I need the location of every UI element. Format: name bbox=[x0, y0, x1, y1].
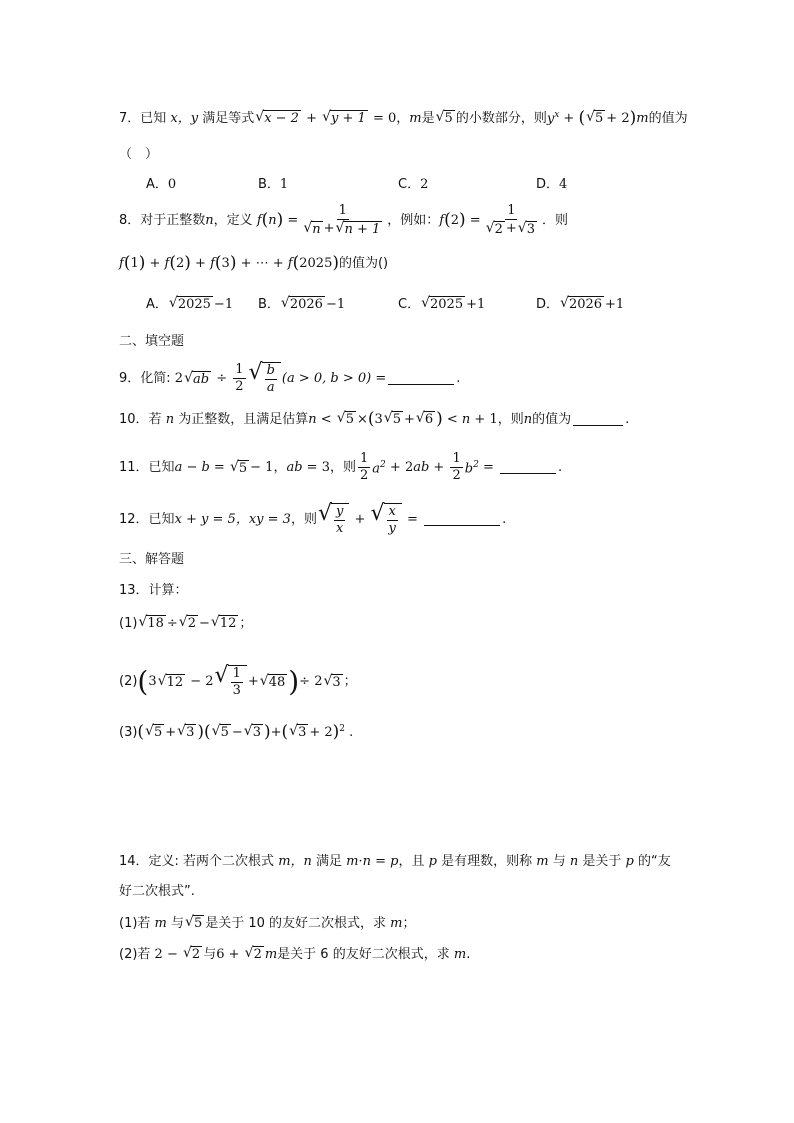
q13-part-3: (3) ( √ 5 + √ 3 ) ( √ 5 − √ 3 ) + ( √ 3 + 2 ) $^2$ . bbox=[119, 722, 354, 742]
question-12-line: 12． 已知 x + y = 5，xy = 3 ，则 √ $\frac{y}{x}$ + √ $\frac{x}{y}$ = . bbox=[119, 501, 507, 537]
question-11-line: 11． 已知 a − b = √ 5 − 1 ， ab = 3 ，则 $\frac{1}{2}$ $a^2$ + 2 ab + $\frac{1}{2}$ $b^2$ = . bbox=[119, 451, 563, 484]
sqrt-expr: √ y + 1 bbox=[322, 109, 366, 127]
q8-option-b: B． √ 2026 −1 bbox=[258, 295, 346, 312]
fraction: 1 √ n + √ n + 1 bbox=[303, 203, 381, 238]
question-10-line: 10． 若 n 为正整数，且满足估算 n < √ 5 × ( 3 √ 5 + √ 6 ) < n + 1 ，则 n 的值为 . bbox=[119, 409, 630, 429]
q7-option-c: C． 2 bbox=[398, 177, 429, 192]
q7-options bbox=[146, 178, 666, 191]
question-13-title: 13． 计算： bbox=[119, 583, 188, 598]
sqrt-expr: √ x − 2 bbox=[255, 109, 299, 127]
q9-answer-blank[interactable] bbox=[388, 372, 454, 385]
section-fill-in: 二、填空题 bbox=[119, 334, 185, 349]
q7-answer-paren: （ ） bbox=[119, 147, 159, 162]
question-14-line: 14． 定义: 若两个二次根式 m，n 满足 m·n = p ，且 p 是有理数，则称 m 与 n 是关于 p 的“友 bbox=[119, 854, 671, 869]
fraction: 1 √ 2 + √ 3 bbox=[485, 203, 535, 238]
q8-option-d: D． √ 2026 +1 bbox=[536, 295, 625, 312]
question-9-line: 9． 化简: 2 √ ab ÷ $\frac{1}{2}$ √ $\frac{b}{a}$ (a > 0, b > 0) = . bbox=[119, 360, 461, 396]
q8-option-a: A． √ 2025 −1 bbox=[146, 295, 234, 312]
q7-number: 7． bbox=[119, 111, 141, 126]
q8-option-c: C． √ 2025 +1 bbox=[398, 295, 486, 312]
q14-part-2: (2)若 2 − √ 2 与 6 + √ 2 m 是关于 6 的友好二次根式，求 m . bbox=[119, 945, 471, 962]
q8-options bbox=[146, 296, 666, 312]
question-7-line: 7． 已知 x，y 满足等式 √ x − 2 + √ y + 1 = 0 ， m 是 √ 5 的小数部分，则 $y^x$ + ( √ 5 + 2 ) m 的值为 bbox=[119, 108, 688, 128]
q7-option-b: B． 1 bbox=[258, 177, 289, 192]
q13-part-2: (2) ( 3 √ 12 − 2 √ $\frac{1}{3}$ + √ 48 ) ÷ 2 √ 3 ； bbox=[119, 663, 357, 699]
question-8-line-2: f ( 1 ) + f ( 2 ) + f ( 3 ) + ⋯ + f ( 2025 ) 的值为() bbox=[119, 253, 389, 273]
sqrt-expr: √ 5 bbox=[435, 109, 453, 127]
question-8-line: 8． 对于正整数 n ，定义 f ( n ) = 1 √ n + √ n + 1 ，例如： f ( 2 ) = 1 √ 2 + √ 3 ．则 bbox=[119, 203, 569, 238]
q12-answer-blank[interactable] bbox=[424, 513, 500, 526]
q14-part-1: (1)若 m 与 √ 5 是关于 10 的友好二次根式，求 m ； bbox=[119, 914, 416, 931]
q7-option-d: D． 4 bbox=[536, 177, 568, 192]
section-solve: 三、解答题 bbox=[119, 552, 185, 567]
q7-option-a: A． 0 bbox=[146, 177, 177, 192]
q11-answer-blank[interactable] bbox=[500, 461, 556, 474]
question-14-line-2: 好二次根式”. bbox=[119, 884, 195, 899]
q10-answer-blank[interactable] bbox=[573, 413, 623, 426]
q13-part-1: (1) √ 18 ÷ √ 2 − √ 12 ； bbox=[119, 614, 253, 631]
